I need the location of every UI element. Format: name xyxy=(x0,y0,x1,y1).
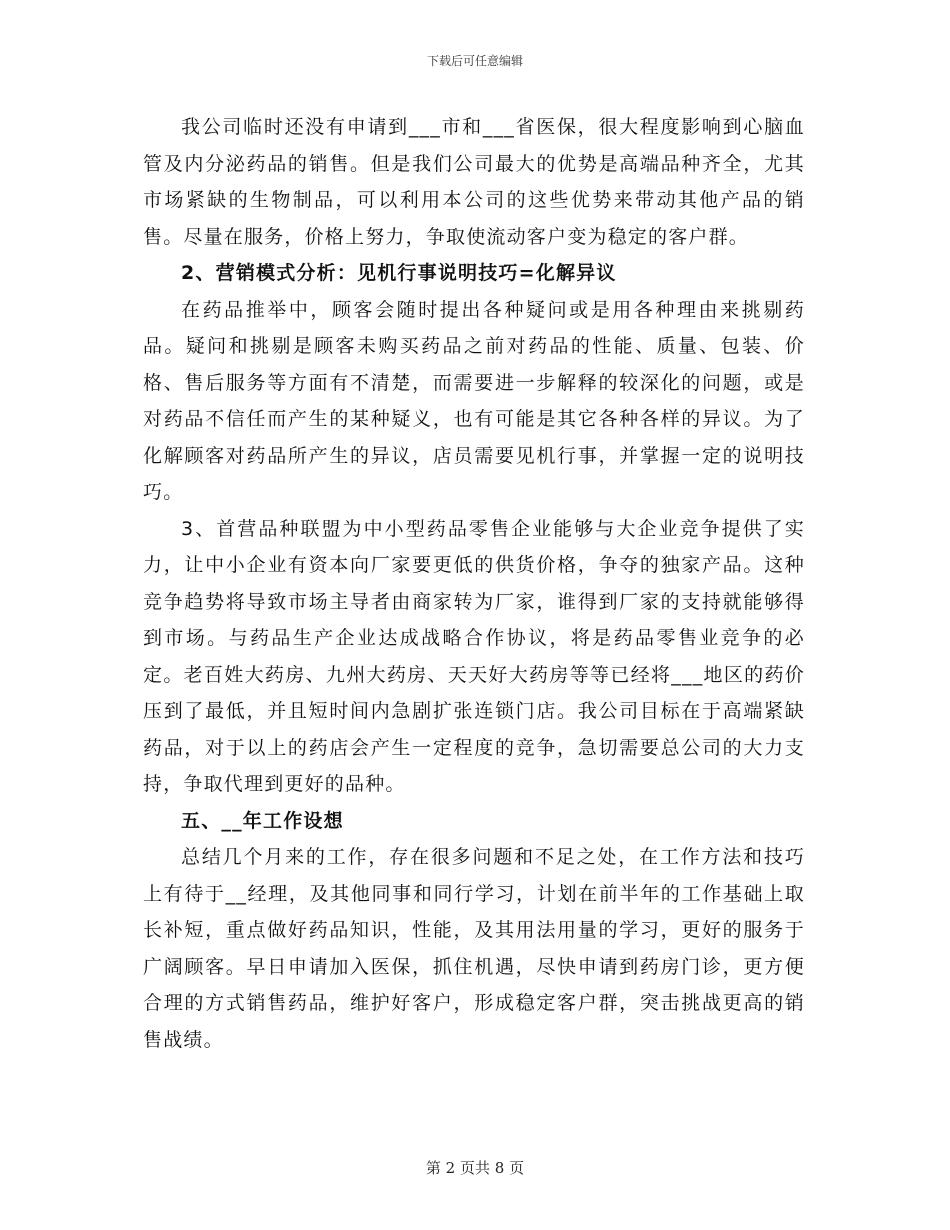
document-body xyxy=(143,109,805,1058)
page-header: 下载后可任意编辑 xyxy=(426,54,523,68)
paragraph-objection-handling: 在药品推举中，顾客会随时提出各种疑问或是用各种理由来挑剔药品。疑问和挑剔是顾客未购买药品之前对药品的性能、质量、包装、价格、售后服务等方面有不清楚，而需要进一步解释的较深化的问题，或是对药品不信任而产生的某种疑义，也有可能是其它各种各样的异议。为了化解顾客对药品所产生的异议，店员需要见机行事，并掌握一定的说明技巧。 xyxy=(143,298,805,503)
heading-work-plan: 五、__年工作设想 xyxy=(181,809,344,832)
page-footer: 第 2 页共 8 页 xyxy=(425,1159,525,1177)
paragraph-alliance: 3、首营品种联盟为中小型药品零售企业能够与大企业竞争提供了实力，让中小企业有资本向厂家要更低的供货价格，争夺的独家产品。这种竞争趋势将导致市场主导者由商家转为厂家，谁得到厂家的支持就能够得到市场。与药品生产企业达成战略合作协议，将是药品零售业竞争的必定。老百姓大药房、九州大药房、天天好大药房等等已经将___地区的药价压到了最低，并且短时间内急剧扩张连锁门店。我公司目标在于高端紧缺药品，对于以上的药店会产生一定程度的竞争，急切需要总公司的大力支持，争取代理到更好的品种。 xyxy=(143,517,805,795)
paragraph-work-plan: 总结几个月来的工作，存在很多问题和不足之处，在工作方法和技巧上有待于__经理，及其他同事和同行学习，计划在前半年的工作基础上取长补短，重点做好药品知识，性能，及其用法用量的学习，更好的服务于广阔顾客。早日申请加入医保，抓住机遇，尽快申请到药房门诊，更方便合理的方式销售药品，维护好客户，形成稳定客户群，突击挑战更高的销售战绩。 xyxy=(143,846,805,1051)
heading-marketing-analysis: 2、营销模式分析：见机行事说明技巧=化解异议 xyxy=(181,262,617,284)
paragraph-medical-insurance: 我公司临时还没有申请到___市和___省医保，很大程度影响到心脑血管及内分泌药品的销售。但是我们公司最大的优势是高端品种齐全，尤其市场紧缺的生物制品，可以利用本公司的这些优势来带动其他产品的销售。尽量在服务，价格上努力，争取使流动客户变为稳定的客户群。 xyxy=(143,116,805,248)
